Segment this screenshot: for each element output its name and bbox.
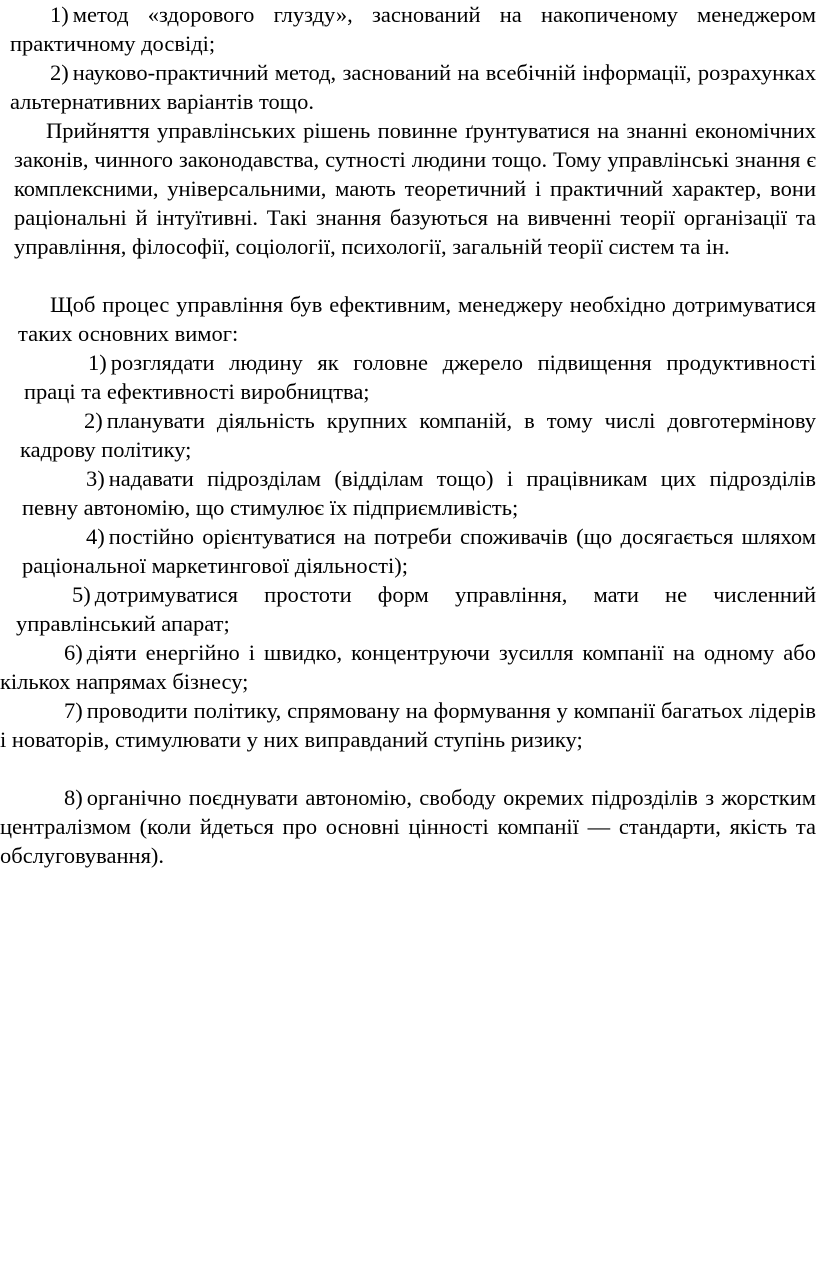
list-text: метод «здорового глузду», заснований на накопиченому менеджером практичному досвіді; bbox=[10, 2, 816, 56]
list-text: науково-практичний метод, заснований на всебічній інформації, розрахунках альтернативних варіантів тощо. bbox=[10, 60, 816, 114]
list-number: 2) bbox=[50, 60, 69, 85]
requirement-text: органічно поєднувати автономію, свободу окремих підрозділів з жорстким централізмом (коли йдеться про основні цінності компанії — стандарти, якість та обслуговування). bbox=[0, 785, 816, 868]
list-item bbox=[10, 0, 816, 58]
requirement-text: дотримуватися простоти форм управління, мати не численний управлінський апарат; bbox=[16, 582, 816, 636]
requirement-number: 7) bbox=[64, 698, 83, 723]
requirement-number: 1) bbox=[88, 350, 107, 375]
requirement-text: проводити політику, спрямовану на формування у компанії багатьох лідерів і новаторів, стимулювати у них виправданий ступінь ризику; bbox=[0, 698, 816, 752]
requirement-item bbox=[0, 696, 816, 754]
requirement-text: планувати діяльність крупних компаній, в тому числі довготермінову кадрову політику; bbox=[20, 408, 816, 462]
paragraph-management-decisions: Прийняття управлінських рішень повинне ґрунтуватися на знанні економічних законів, чинного законодавства, сутності людини тощо. Тому управлінські знання є комплексними, універсальними, мають теоретичний і практичний характер, вони раціональні й інтуїтивні. Такі знання базуються на вивченні теорії організації та управління, філософії, соціології, психології, загальній теорії систем та ін. bbox=[14, 118, 816, 259]
paragraph-requirements-intro: Щоб процес управління був ефективним, менеджеру необхідно дотримуватися таких основних вимог: bbox=[18, 292, 816, 346]
list-number: 1) bbox=[50, 2, 69, 27]
requirement-text: постійно орієнтуватися на потреби споживачів (що досягається шляхом раціональної маркетингової діяльності); bbox=[22, 524, 816, 578]
requirement-number: 2) bbox=[84, 408, 103, 433]
requirement-item bbox=[22, 522, 816, 580]
requirement-number: 8) bbox=[64, 785, 83, 810]
requirement-item bbox=[0, 783, 816, 870]
requirement-item bbox=[20, 406, 816, 464]
requirement-text: діяти енергійно і швидко, концентруючи зусилля компанії на одному або кількох напрямах бізнесу; bbox=[0, 640, 816, 694]
requirement-text: надавати підрозділам (відділам тощо) і працівникам цих підрозділів певну автономію, що стимулює їх підприємливість; bbox=[22, 466, 816, 520]
requirement-item bbox=[16, 580, 816, 638]
requirement-number: 6) bbox=[64, 640, 83, 665]
requirement-item bbox=[22, 464, 816, 522]
requirement-number: 5) bbox=[72, 582, 91, 607]
requirement-number: 4) bbox=[86, 524, 105, 549]
requirement-item bbox=[0, 638, 816, 696]
requirement-item bbox=[24, 348, 816, 406]
requirement-text: розглядати людину як головне джерело підвищення продуктивності праці та ефективності виробництва; bbox=[24, 350, 816, 404]
list-item bbox=[10, 58, 816, 116]
requirement-number: 3) bbox=[86, 466, 105, 491]
